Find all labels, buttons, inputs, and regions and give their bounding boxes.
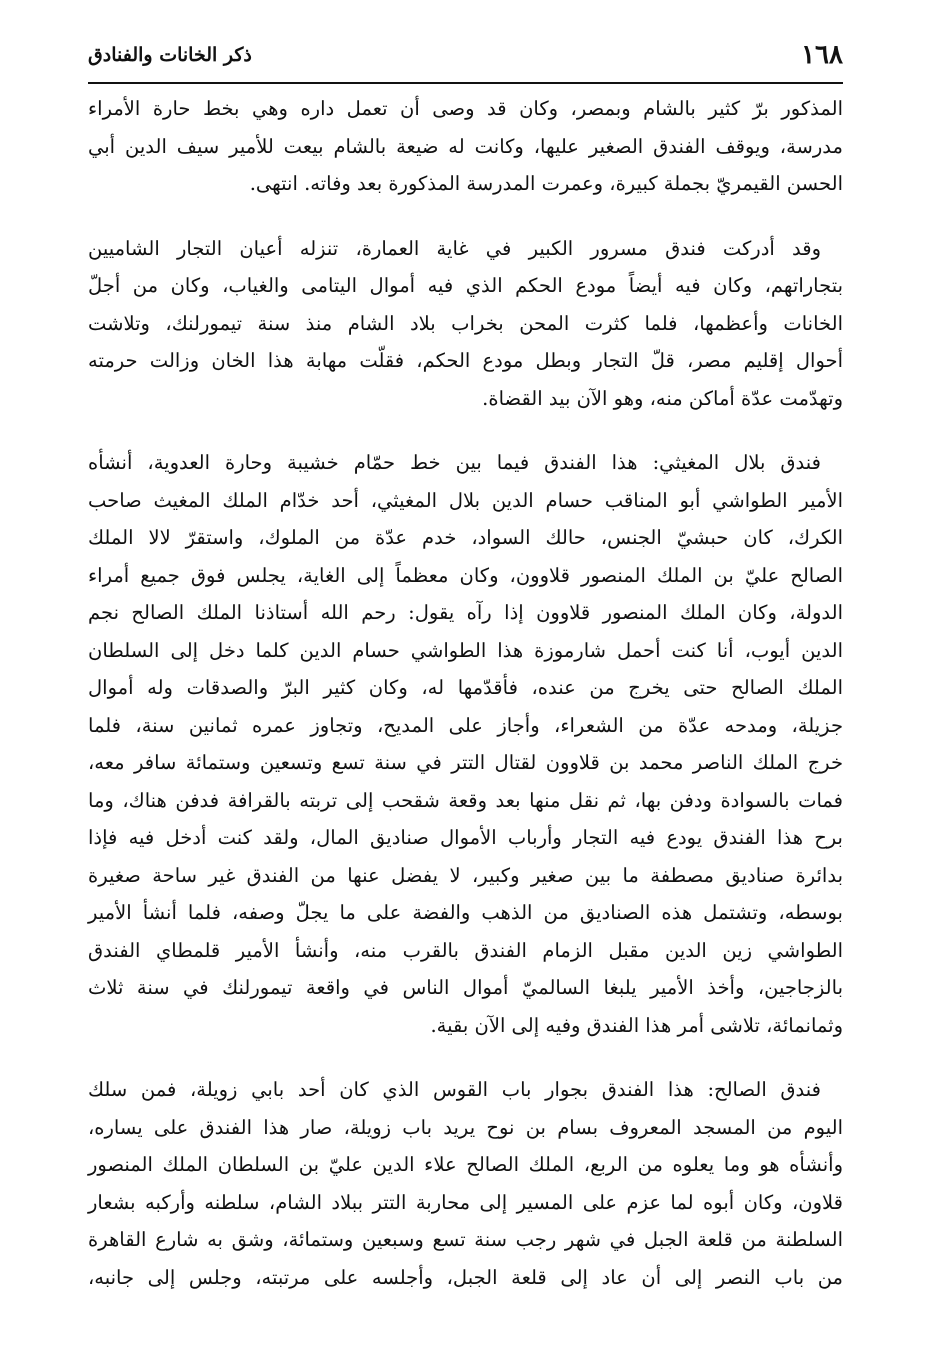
text-line: الكرك، كان حبشيّ الجنس، حالك السواد، خدم عدّة من الملوك، واستقرّ لالا الملك: [88, 526, 843, 549]
text-line: بالزجاجين، وأخذ الأمير يلبغا السالميّ أموال الناس في واقعة تيمورلنك في سنة ثلاث: [88, 976, 843, 999]
text-line: فندق بلال المغيثي: هذا الفندق فيما بين خط حمّام خشيبة وحارة العدوية، أنشأه: [88, 451, 821, 474]
text-line: الحسن القيمريّ بجملة كبيرة، وعمرت المدرسة المذكورة بعد وفاته. انتهى.: [249, 172, 843, 195]
header-rule: [88, 82, 843, 84]
text-line: فمات بالسوادة ودفن بها، ثم نقل منها بعد وقعة شقحب إلى تربته بالقرافة فدفن هناك، وما: [88, 788, 843, 812]
text-line: وتهدّمت عدّة أماكن منه، وهو الآن بيد القضاة.: [482, 386, 843, 410]
page-header: [88, 38, 843, 78]
text-line: الخانات وأعظمها، فلما كثرت المحن بخراب بلاد الشام منذ سنة تيمورلنك، وتلاشت: [88, 311, 843, 335]
text-line: بوسطه، وتشتمل هذه الصناديق من الذهب والفضة على ما يجلّ وصفه، فلما أنشأ الأمير: [88, 901, 843, 924]
text-line: قلاون، وكان أبوه لما عزم على المسير إلى محاربة التتر ببلاد الشام، سلطنه وأركبه بشعار: [88, 1190, 843, 1214]
paragraph-2: [88, 230, 843, 418]
body-text: [88, 90, 843, 1296]
text-line: من باب النصر إلى أن عاد إلى قلعة الجبل، وأجلسه على مرتبته، وجلس إلى جانبه،: [88, 1265, 843, 1289]
text-line: وأنشأه هو وما يعلوه من الربع، الملك الصالح علاء الدين عليّ بن السلطان الملك المنصور: [88, 1153, 843, 1176]
text-line: برح هذا الفندق يودع فيه التجار وأرباب الأموال صناديق المال، ولقد كنت أدخل فيه فإذا: [88, 826, 843, 849]
text-line: جزيلة، ومدحه عدّة من الشعراء، وأجاز على المديح، وتجاوز عمره ثمانين سنة، فلما: [88, 713, 843, 737]
text-line: أحوال إقليم مصر، قلّ التجار وبطل مودع الحكم، فقلّت مهابة هذا الخان وزالت حرمته: [88, 349, 843, 372]
text-line: السلطنة من قلعة الجبل في شهر رجب سنة تسع وسبعين وستمائة، وشق به شارع القاهرة: [88, 1228, 843, 1251]
page-number: ١٦٨: [801, 40, 843, 70]
text-line: وثمانمائة، تلاشى أمر هذا الفندق وفيه إلى الآن بقية.: [430, 1013, 843, 1037]
text-line: الأمير الطواشي أبو المناقب حسام الدين بلال المغيثي، أحد خدّام الملك المغيث صاحب: [88, 488, 843, 512]
paragraph-4: [88, 1071, 843, 1296]
text-line: خرج الملك الناصر محمد بن قلاوون لقتال التتر في سنة تسع وتسعين وستمائة سافر معه،: [88, 751, 843, 774]
text-line: وقد أدركت فندق مسرور الكبير في غاية العمارة، تنزله أعيان التجار الشاميين: [88, 236, 821, 260]
text-line: الصالح عليّ بن الملك المنصور قلاوون، وكان معظماً إلى الغاية، يجلس فوق جميع أمراء: [88, 563, 843, 587]
text-line: الدولة، وكان الملك المنصور قلاوون إذا رآه يقول: رحم الله أستاذنا الملك الصالح نجم: [88, 601, 843, 624]
text-line: المذكور برّ كثير بالشام وبمصر، وكان قد وصى أن تعمل داره وهي بخط حارة الأمراء: [88, 97, 843, 120]
text-line: بدائرة صناديق مصطفة ما بين صغير وكبير، لا يفضل عنها من الفندق غير ساحة صغيرة: [88, 863, 843, 887]
text-line: بتجاراتهم، وكان فيه أيضاً مودع الحكم الذي فيه أموال اليتامى والغياب، وكان من أجلّ: [88, 274, 843, 297]
paragraph-1: [88, 90, 843, 203]
running-title: ذكر الخانات والفنادق: [88, 44, 252, 66]
text-line: الدين أيوب، أنا كنت أحمل شارموزة هذا الطواشي حسام الدين كلما دخل إلى السلطان: [88, 638, 843, 662]
paragraph-3: [88, 444, 843, 1044]
text-line: اليوم من المسجد المعروف بسام بن نوح يريد باب زويلة، صار هذا الفندق على يساره،: [88, 1115, 843, 1139]
text-line: مدرسة، ويوقف الفندق الصغير عليها، وكانت له ضيعة بالشام بيعت للأمير سيف الدين أبي: [88, 134, 843, 158]
text-line: فندق الصالح: هذا الفندق بجوار باب القوس الذي كان أحد بابي زويلة، فمن سلك: [88, 1078, 821, 1101]
text-line: الملك الصالح حتى يخرج من عنده، فأقدّمها له، وكان كثير البرّ والصدقات وله أموال: [88, 676, 843, 699]
text-line: الطواشي زين الدين مقبل الزمام الفندق بالقرب منه، وأنشأ الأمير قلمطاي الفندق: [88, 938, 843, 962]
